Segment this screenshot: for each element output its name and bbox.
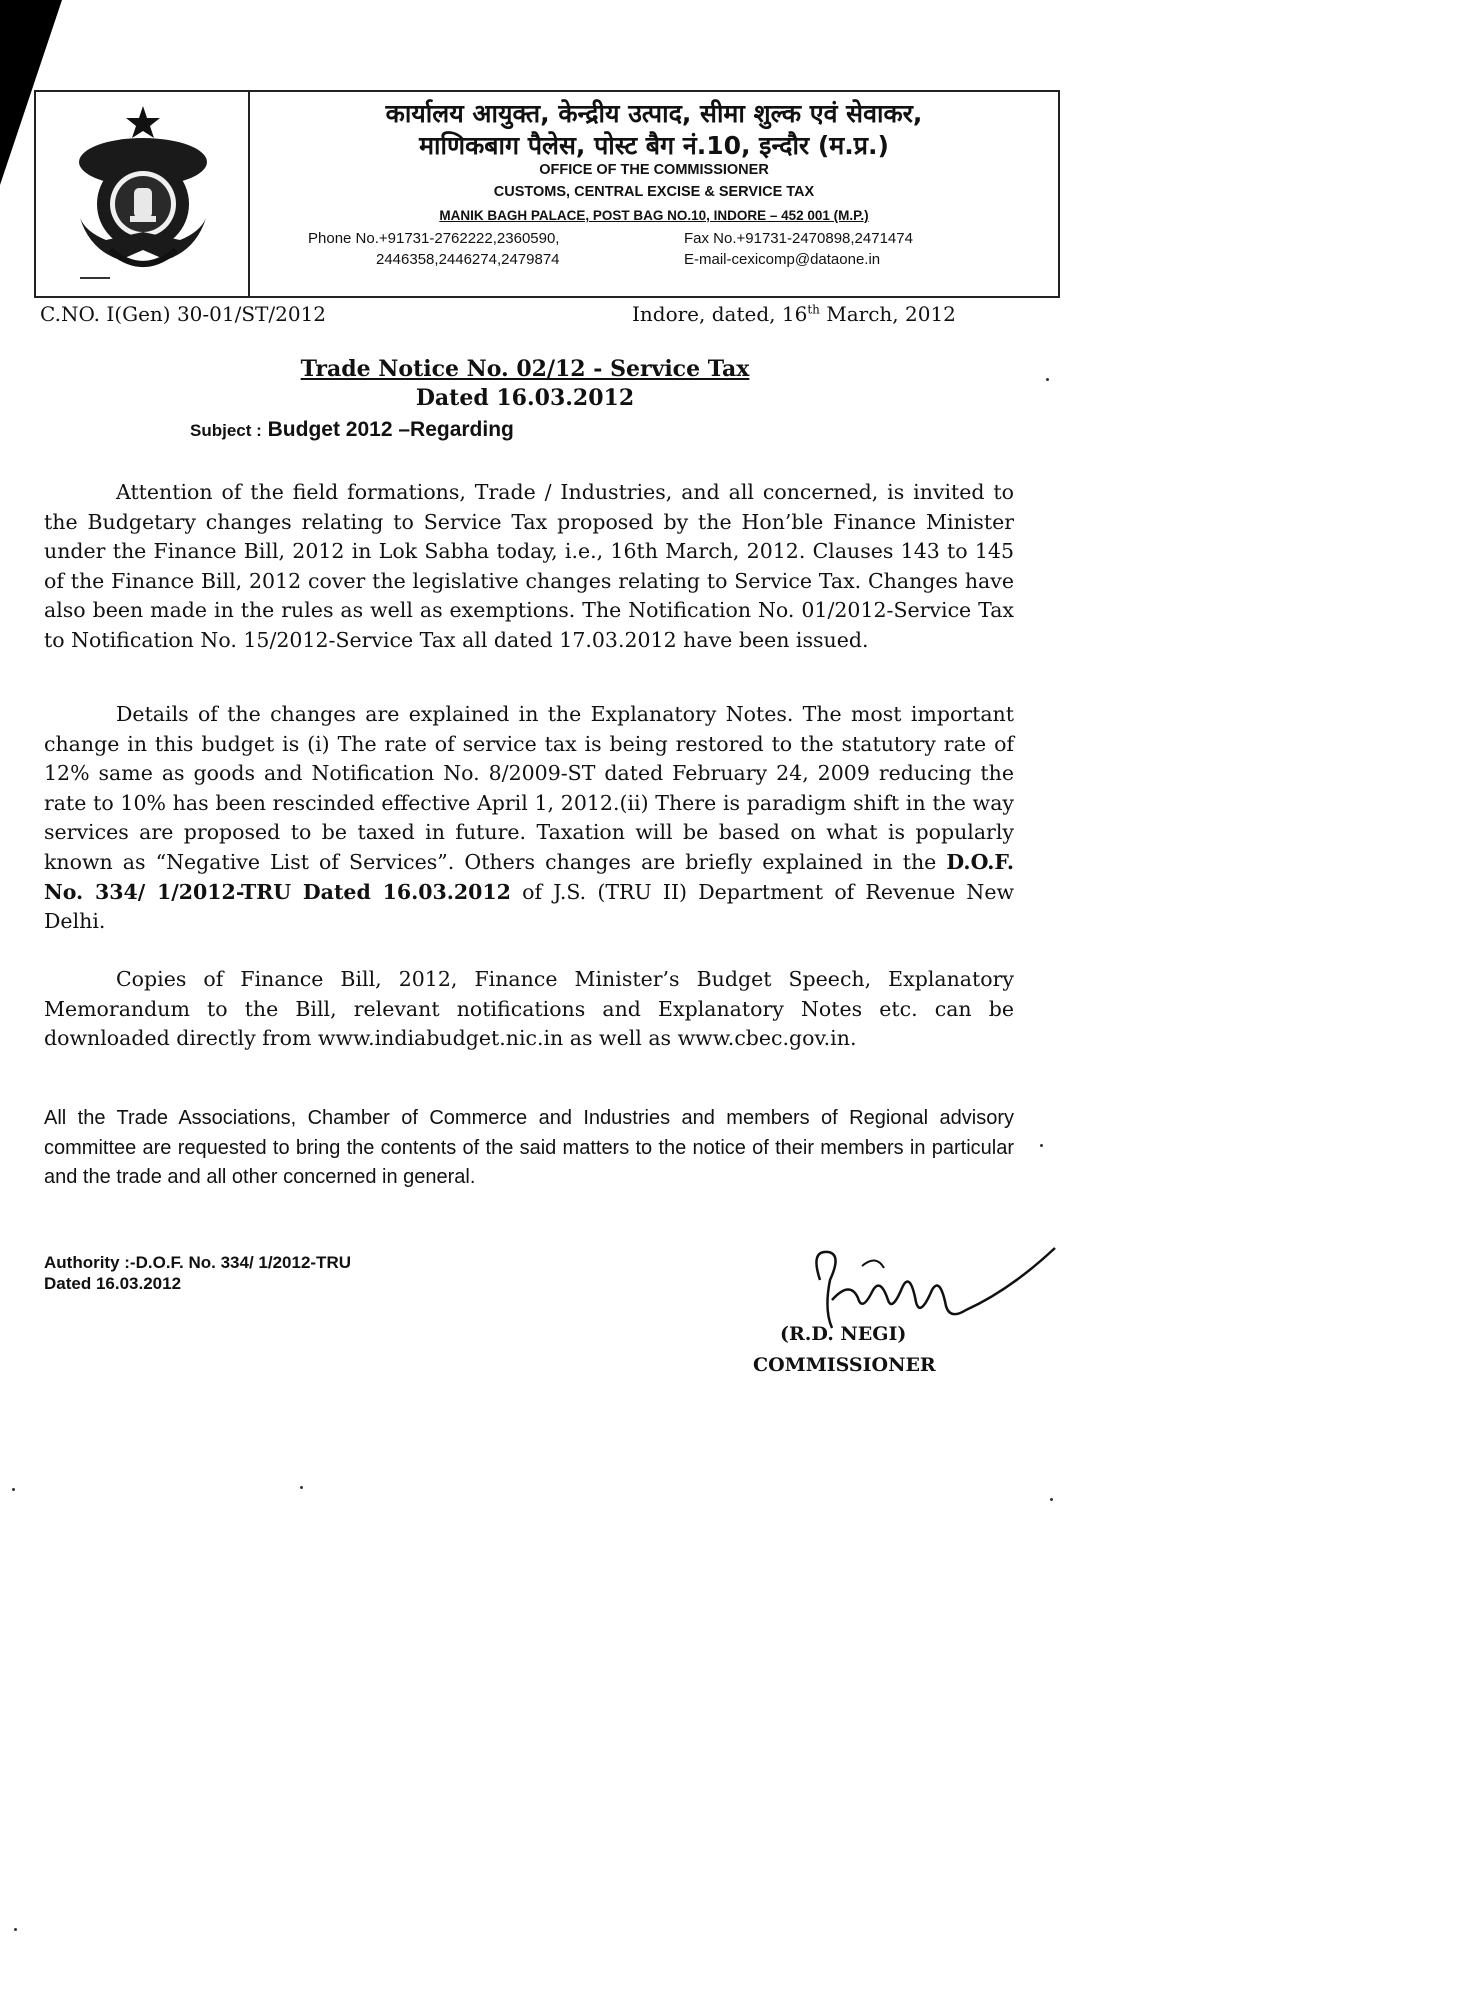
notice-date: Dated 16.03.2012 [415,385,635,411]
body-paragraph-1 [44,478,1014,656]
hindi-address-line: माणिकबाग पैलेस, पोस्ट बैग नं.10, इन्दौर (म.प्र.) [419,131,889,160]
phone-line-2: 2446358,2446274,2479874 [376,251,560,268]
letterhead [34,90,1060,298]
scan-speck [14,1928,17,1931]
fax-number: Fax No.+91731-2470898,2471474 [684,230,913,247]
paragraph-2-text-c: of J.S. (TRU II) Department of Revenue New Delhi. [44,879,1014,934]
subject-text: Budget 2012 –Regarding [267,418,514,441]
subject-line [190,418,514,442]
paragraph-1-text: Attention of the field formations, Trade / Industries, and all concerned, is invited to the Budgetary changes relating to Service Tax proposed by the Hon’ble Finance Minister under the Finance Bill, 2012 in Lok Sabha today, i.e., 16th March, 2012. Clauses 143 to 145 of the Finance Bill, 2012 cover the legislative changes relating to Service Tax. Changes have also been made in the rules as well as exemptions. The Notification No. 01/2012-Service Tax to Notification No. 15/2012-Service Tax all dated 17.03.2012 have been issued. [44,480,1014,652]
signatory-title: COMMISSIONER [753,1354,936,1376]
office-address: MANIK BAGH PALACE, POST BAG NO.10, INDORE – 452 001 (M.P.) [439,208,869,223]
scan-speck [1046,378,1049,381]
department-emblem-icon [50,100,236,290]
place-date-ordinal: th [807,302,820,317]
scan-speck [300,1486,303,1489]
scan-speck [12,1488,15,1491]
paragraph-2-text-a: Details of the changes are explained in the Explanatory Notes. The most important change in this budget is (i) The rate of service tax is being restored to the statutory rate of 12% same as goods and Notification No. 8/2009-ST dated February 24, 2009 reducing the rate to 10% has been rescinded effective April 1, 2012.(ii) There is paradigm shift in the way services are proposed to be taxed in future. Taxation will be based on what is popularly known as “Negative List of Services”. Others changes are briefly explained in the [44,702,1014,874]
email-address: E-mail-cexicomp@dataone.in [684,251,881,268]
paragraph-3-text: Copies of Finance Bill, 2012, Finance Minister’s Budget Speech, Explanatory Memorandum to the Bill, relevant notifications and Explanatory Notes etc. can be downloaded directly from www.indiabudget.nic.in as well as www.cbec.gov.in. [44,967,1014,1051]
emblem-panel [36,92,250,298]
body-paragraph-2 [44,700,1014,937]
notice-title: Trade Notice No. 02/12 - Service Tax [300,356,750,382]
paragraph-2-dof-reference: D.O.F. No. 334/ 1/2012-TRU Dated 16.03.2012 [44,849,1014,904]
department-name: CUSTOMS, CENTRAL EXCISE & SERVICE TAX [493,184,815,200]
authority-block [44,1252,351,1294]
authority-line: Authority :-D.O.F. No. 334/ 1/2012-TRU [44,1253,351,1272]
place-date-prefix: Indore, dated, 16 [632,302,808,326]
phone-line-1: Phone No.+91731-2762222,2360590, [308,230,560,247]
office-name: OFFICE OF THE COMMISSIONER [539,162,769,178]
scan-speck [1040,1144,1043,1147]
subject-label: Subject : [190,421,262,440]
signatory-name: (R.D. NEGI) [780,1323,907,1345]
hindi-office-line: कार्यालय आयुक्त, केन्द्रीय उत्पाद, सीमा शुल्क एवं सेवाकर, [385,99,923,128]
body-paragraph-3 [44,965,1014,1054]
place-date-suffix: March, 2012 [819,302,956,326]
scan-speck [1050,1498,1053,1501]
place-date [632,302,956,326]
file-number: C.NO. I(Gen) 30-01/ST/2012 [40,302,327,326]
authority-date: Dated 16.03.2012 [44,1274,182,1293]
body-paragraph-4: All the Trade Associations, Chamber of Commerce and Industries and members of Regional advisory committee are requested to bring the contents of the said matters to the notice of their members in particular and the trade and all other concerned in general. [44,1107,1014,1189]
